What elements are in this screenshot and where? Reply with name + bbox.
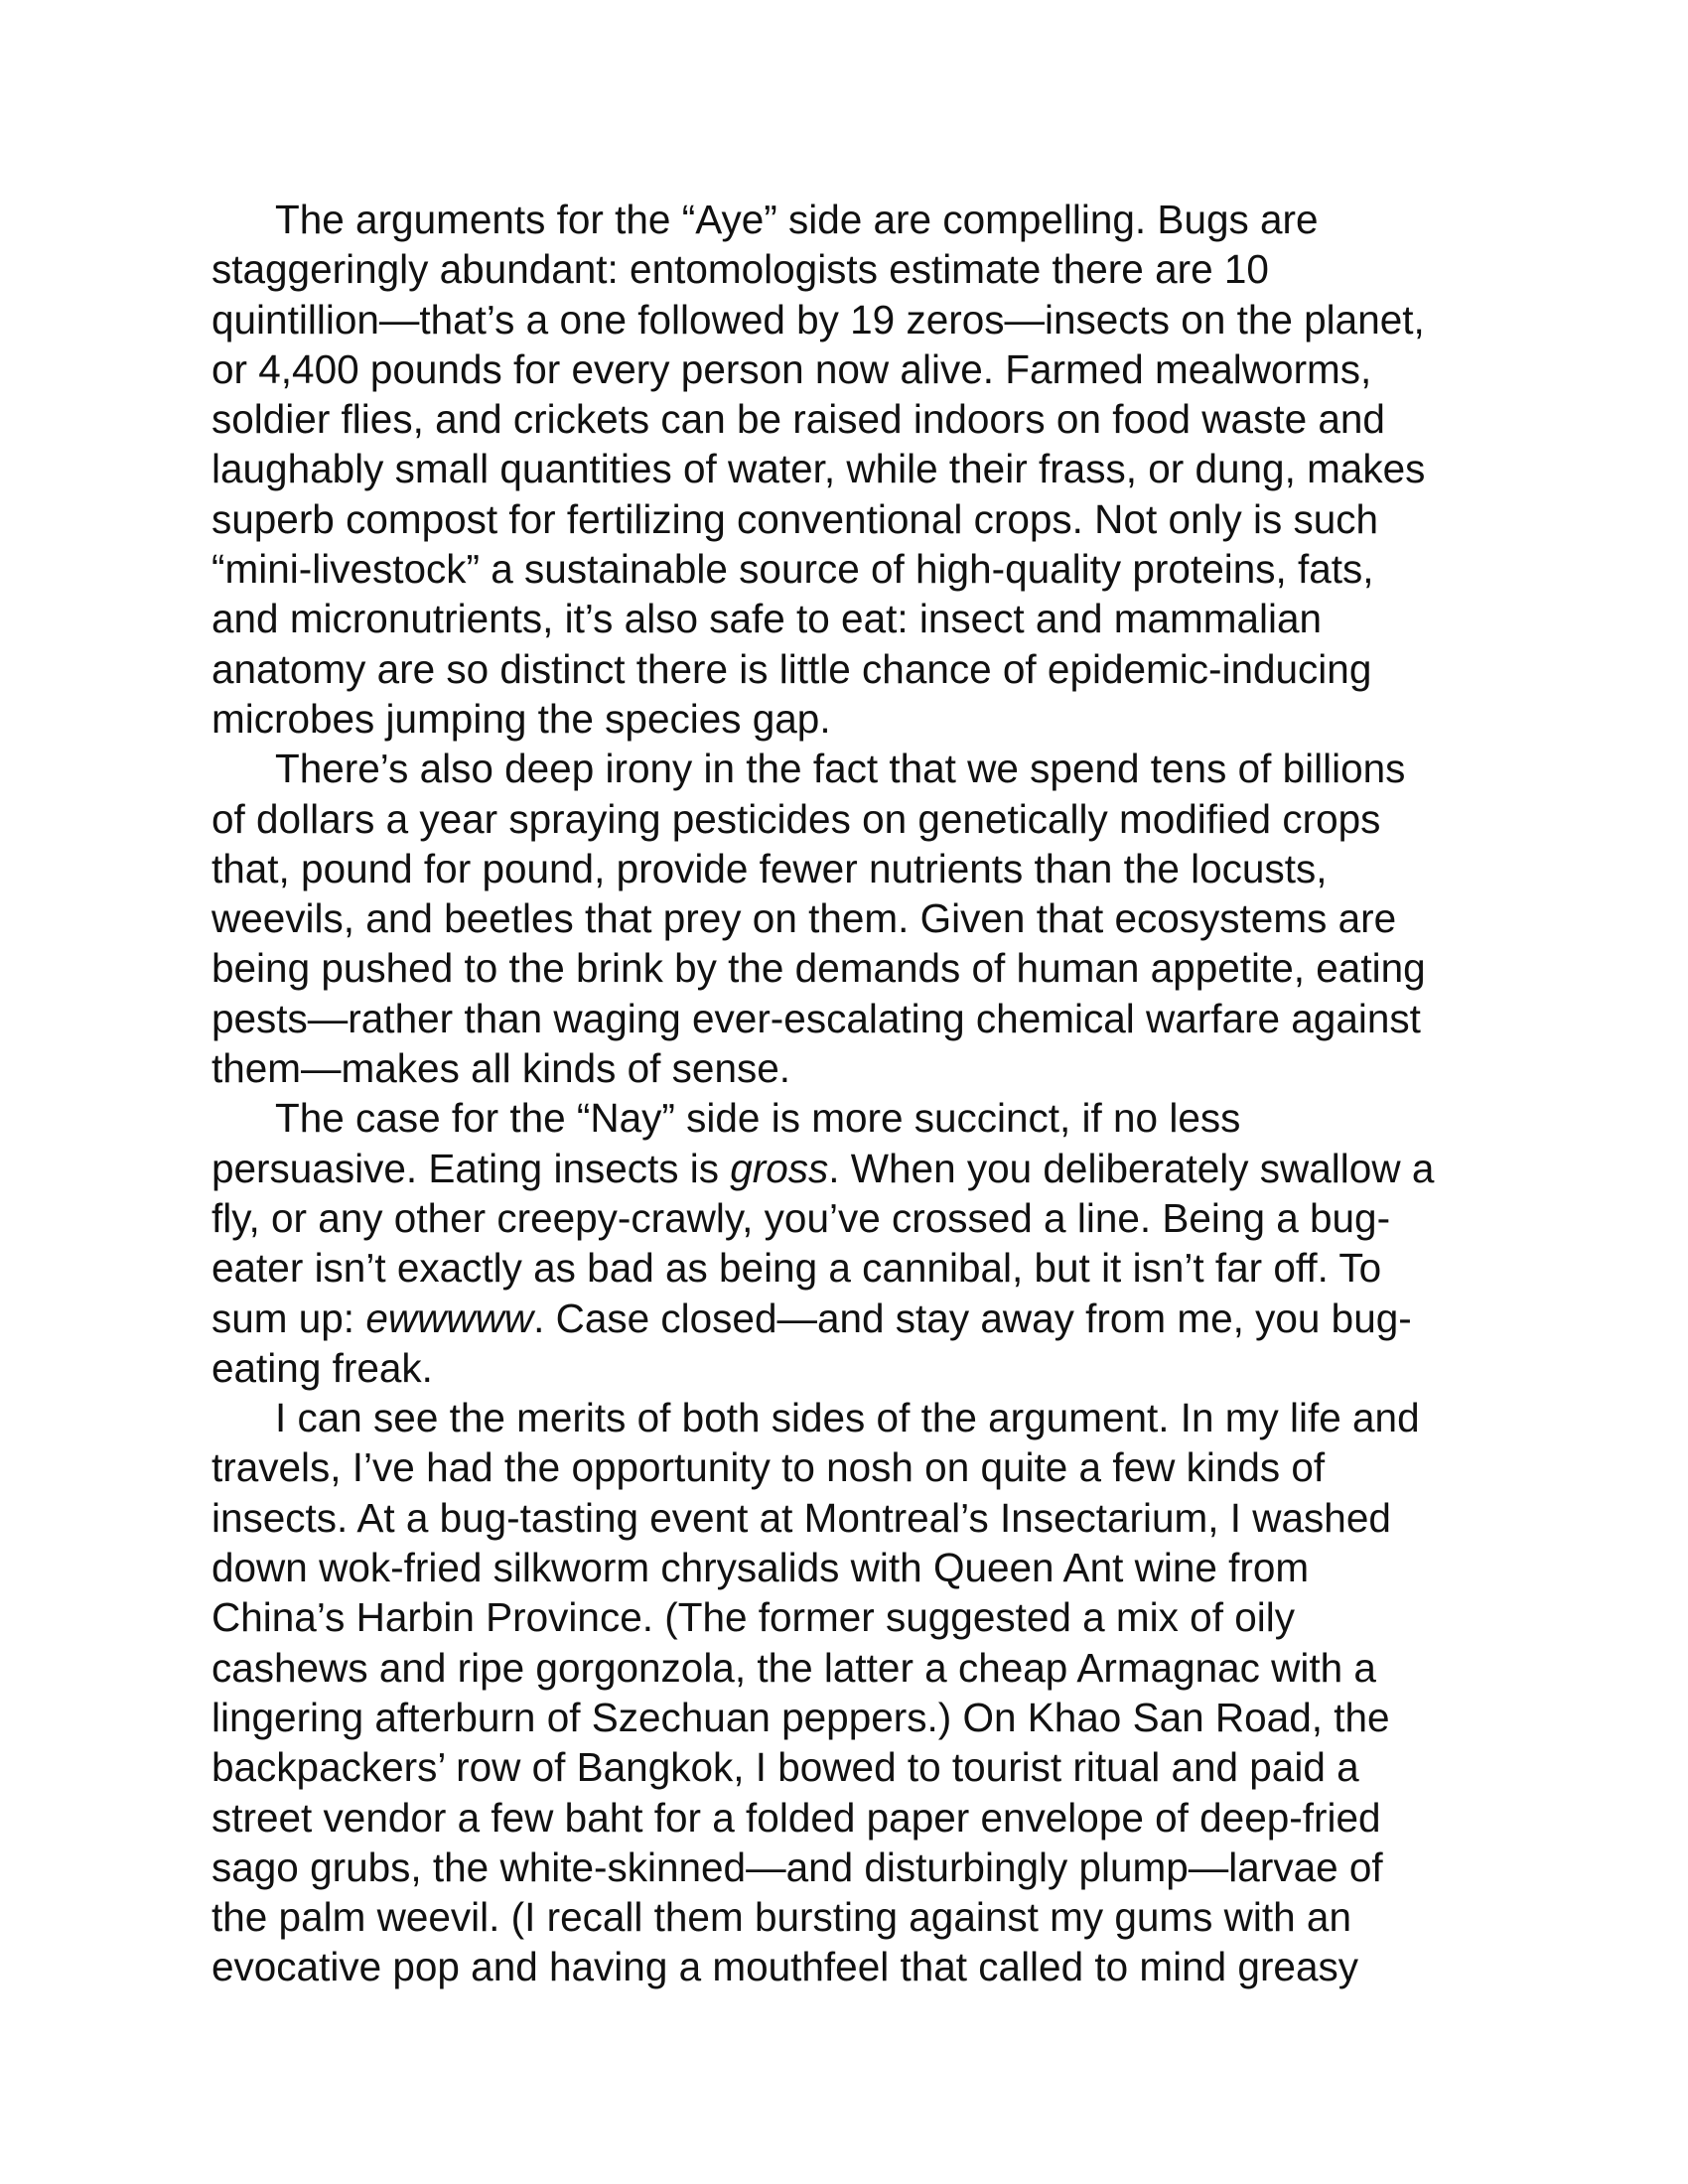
paragraph-4-line-3: insects. At a bug-tasting event at Montreal’s Insectarium, I washed (211, 1494, 1391, 1541)
paragraph-2-line-4: weevils, and beetles that prey on them. Given that ecosystems are (211, 895, 1397, 942)
paragraph-3-line-2-part-1: persuasive. Eating insects is (211, 1145, 731, 1191)
paragraph-2-line-5: being pushed to the brink by the demands of human appetite, eating (211, 945, 1426, 992)
paragraph-3-line-5-part-3: . Case closed—and stay away from me, you bug- (533, 1295, 1412, 1341)
paragraph-1-line-5: soldier flies, and crickets can be raised indoors on food waste and (211, 396, 1385, 443)
paragraph-4-line-1: I can see the merits of both sides of the argument. In my life and (275, 1395, 1420, 1441)
paragraph-4-line-6: cashews and ripe gorgonzola, the latter a cheap Armagnac with a (211, 1644, 1376, 1691)
paragraph-2-line-1: There’s also deep irony in the fact that we spend tens of billions (275, 746, 1406, 792)
paragraph-2-line-7: them—makes all kinds of sense. (211, 1045, 790, 1092)
paragraph-4-line-2: travels, I’ve had the opportunity to nosh on quite a few kinds of (211, 1444, 1326, 1491)
paragraph-1-line-1: The arguments for the “Aye” side are compelling. Bugs are (275, 197, 1319, 242)
paragraph-1-line-7: superb compost for fertilizing conventional crops. Not only is such (211, 495, 1379, 542)
paragraph-4-line-12: evocative pop and having a mouthfeel that called to mind greasy (211, 1944, 1358, 1990)
paragraph-1-line-6: laughably small quantities of water, while their frass, or dung, makes (211, 446, 1426, 492)
paragraph-1-line-4: or 4,400 pounds for every person now alive. Farmed mealworms, (211, 345, 1372, 392)
paragraph-3-line-2-part-3: . When you deliberately swallow a (828, 1145, 1435, 1191)
paragraph-4-line-7: lingering afterburn of Szechuan peppers.) On Khao San Road, the (211, 1694, 1390, 1740)
paragraph-3-line-6: eating freak. (211, 1344, 433, 1391)
paragraph-3-line-5-part-1: sum up: (211, 1295, 366, 1341)
paragraph-3-line-2 (211, 1144, 1492, 1193)
paragraph-3-line-1: The case for the “Nay” side is more succinct, if no less (275, 1095, 1241, 1142)
paragraph-1-line-11: microbes jumping the species gap. (211, 695, 831, 742)
paragraph-2-line-3: that, pound for pound, provide fewer nutrients than the locusts, (211, 845, 1328, 891)
paragraph-2-line-6: pests—rather than waging ever-escalating chemical warfare against (211, 995, 1421, 1041)
paragraph-1-line-8: “mini-livestock” a sustainable source of high-quality proteins, fats, (211, 546, 1374, 593)
paragraph-1-line-9: and micronutrients, it’s also safe to eat: insect and mammalian (211, 596, 1323, 642)
paragraph-4-line-11: the palm weevil. (I recall them bursting against my gums with an (211, 1894, 1351, 1941)
paragraph-3-line-3: fly, or any other creepy-crawly, you’ve crossed a line. Being a bug- (211, 1194, 1391, 1241)
emphasis-gross: gross (730, 1145, 829, 1191)
paragraph-3-line-4: eater isn’t exactly as bad as being a cannibal, but it isn’t far off. To (211, 1245, 1382, 1292)
paragraph-1-line-10: anatomy are so distinct there is little chance of epidemic-inducing (211, 645, 1372, 692)
paragraph-4-line-8: backpackers’ row of Bangkok, I bowed to tourist ritual and paid a (211, 1744, 1359, 1791)
emphasis-ewwwww: ewwwww (365, 1295, 534, 1341)
paragraph-3-line-5 (211, 1294, 1492, 1343)
paragraph-4-line-5: China’s Harbin Province. (The former suggested a mix of oily (211, 1594, 1295, 1641)
paragraph-2-line-2: of dollars a year spraying pesticides on genetically modified crops (211, 795, 1381, 842)
paragraph-1-line-3: quintillion—that’s a one followed by 19 zeros—insects on the planet, (211, 296, 1425, 342)
body-text (211, 195, 1492, 1992)
paragraph-4-line-9: street vendor a few baht for a folded paper envelope of deep-fried (211, 1794, 1381, 1841)
paragraph-4-line-4: down wok-fried silkworm chrysalids with Queen Ant wine from (211, 1545, 1310, 1591)
paragraph-4-line-10: sago grubs, the white-skinned—and disturbingly plump—larvae of (211, 1843, 1383, 1890)
paragraph-1-line-2: staggeringly abundant: entomologists estimate there are 10 (211, 246, 1269, 293)
